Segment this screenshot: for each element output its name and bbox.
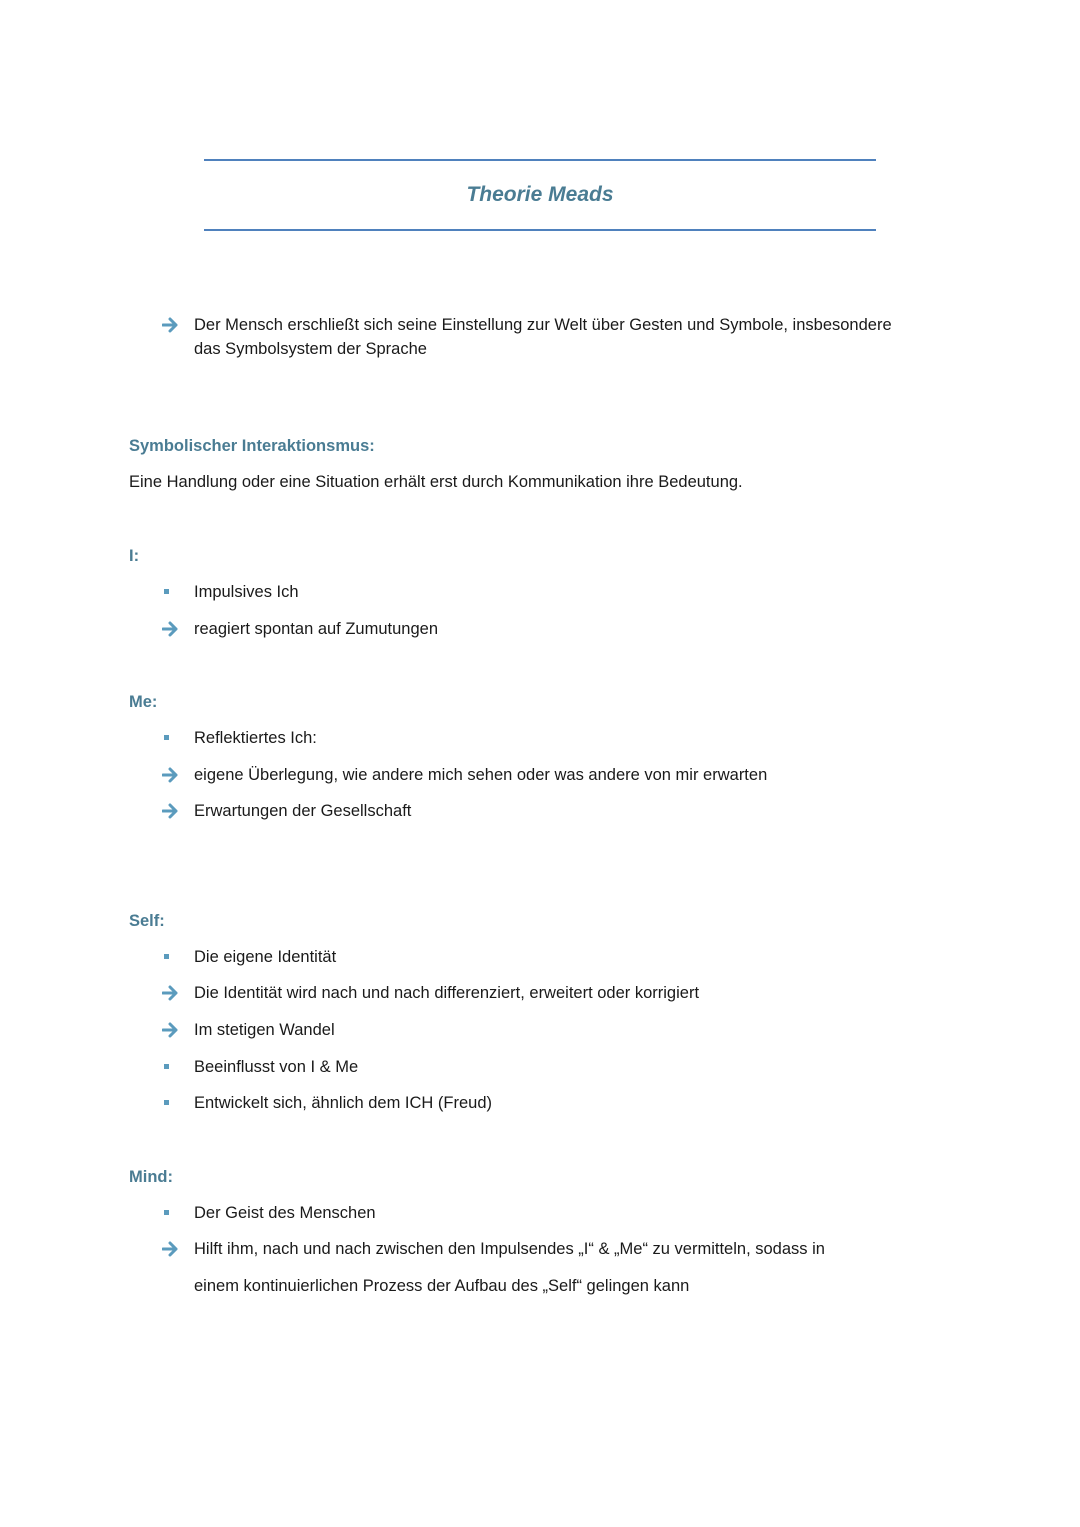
- arrow-right-icon: [162, 763, 194, 787]
- list-item: [162, 1055, 358, 1079]
- list-item-text: Im stetigen Wandel: [194, 1021, 335, 1039]
- arrow-right-icon: [162, 1018, 194, 1042]
- list-item: [162, 1091, 492, 1115]
- arrow-right-icon: [162, 1237, 194, 1261]
- symbolic-text: Eine Handlung oder eine Situation erhält erst durch Kommunikation ihre Bedeutung.: [129, 473, 743, 491]
- list-item: [162, 1237, 825, 1261]
- self-heading: Self:: [129, 912, 165, 930]
- list-item: [162, 1018, 335, 1042]
- list-item-text: Reflektiertes Ich:: [194, 729, 317, 747]
- square-bullet-icon: [162, 1201, 194, 1225]
- symbolic-heading: Symbolischer Interaktionsmus:: [129, 437, 375, 455]
- list-item-text: Hilft ihm, nach und nach zwischen den Impulsendes „I“ & „Me“ zu vermitteln, sodass in: [194, 1240, 825, 1258]
- intro-line-1: Der Mensch erschließt sich seine Einstellung zur Welt über Gesten und Symbole, insbesondere: [194, 316, 892, 334]
- me-heading: Me:: [129, 693, 158, 711]
- list-item: [162, 981, 699, 1005]
- i-heading: I:: [129, 547, 140, 565]
- list-item: [162, 799, 411, 823]
- square-bullet-icon: [162, 945, 194, 969]
- list-item-text: Der Geist des Menschen: [194, 1204, 376, 1222]
- arrow-right-icon: [162, 981, 194, 1005]
- list-item: [162, 763, 767, 787]
- arrow-right-icon: [162, 617, 194, 641]
- mind-heading: Mind:: [129, 1168, 173, 1186]
- intro-item: [162, 313, 892, 361]
- list-item: [162, 726, 317, 750]
- list-item-text: einem kontinuierlichen Prozess der Aufbau des „Self“ gelingen kann: [194, 1277, 690, 1295]
- arrow-right-icon: [162, 313, 194, 337]
- list-item: [162, 1201, 376, 1225]
- square-bullet-icon: [162, 1055, 194, 1079]
- indent-spacer: [162, 1274, 194, 1298]
- square-bullet-icon: [162, 1091, 194, 1115]
- list-item-continuation: [162, 1274, 689, 1298]
- arrow-right-icon: [162, 799, 194, 823]
- square-bullet-icon: [162, 580, 194, 604]
- title-block: [204, 159, 876, 231]
- list-item-text: Erwartungen der Gesellschaft: [194, 802, 412, 820]
- list-item: [162, 945, 336, 969]
- list-item-text: Die Identität wird nach und nach differenziert, erweitert oder korrigiert: [194, 984, 700, 1002]
- intro-text: [194, 313, 892, 361]
- list-item-text: Impulsives Ich: [194, 583, 299, 601]
- page-title: Theorie Meads: [466, 183, 614, 206]
- intro-line-2: das Symbolsystem der Sprache: [194, 340, 427, 358]
- list-item-text: Entwickelt sich, ähnlich dem ICH (Freud): [194, 1094, 493, 1112]
- list-item-text: reagiert spontan auf Zumutungen: [194, 620, 438, 638]
- list-item: [162, 580, 299, 604]
- list-item-text: Die eigene Identität: [194, 948, 337, 966]
- square-bullet-icon: [162, 726, 194, 750]
- list-item-text: Beeinflusst von I & Me: [194, 1058, 359, 1076]
- list-item-text: eigene Überlegung, wie andere mich sehen oder was andere von mir erwarten: [194, 766, 768, 784]
- list-item: [162, 617, 438, 641]
